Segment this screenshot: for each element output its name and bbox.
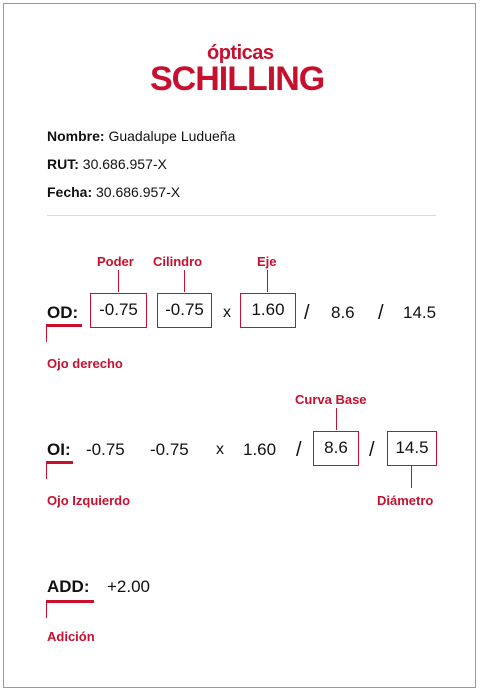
divider xyxy=(47,215,436,216)
diametro-connector xyxy=(411,466,412,488)
logo-top-text: ópticas xyxy=(207,42,274,64)
date-label: Fecha: xyxy=(47,184,93,200)
rut-label: RUT: xyxy=(47,156,79,172)
annotation-diametro: Diámetro xyxy=(377,493,434,508)
patient-date-row xyxy=(47,184,180,200)
annotation-eje: Eje xyxy=(257,254,277,269)
patient-rut-row xyxy=(47,156,167,172)
annotation-curva-base: Curva Base xyxy=(295,392,367,407)
od-label: OD: xyxy=(47,303,79,322)
od-separator-1: / xyxy=(304,302,310,324)
annotation-ojo-izquierdo: Ojo Izquierdo xyxy=(47,493,131,508)
patient-date: 30.686.957-X xyxy=(96,184,181,200)
name-label: Nombre: xyxy=(47,128,105,144)
od-connector xyxy=(46,324,47,342)
add-value: +2.00 xyxy=(107,577,151,596)
add-connector xyxy=(46,600,47,618)
od-x: x xyxy=(223,304,231,321)
oi-underline xyxy=(46,461,73,464)
oi-diametro-box: 14.5 xyxy=(387,431,437,466)
annotation-adicion: Adición xyxy=(47,629,95,644)
annotation-poder: Poder xyxy=(97,254,134,269)
add-label: ADD: xyxy=(47,577,90,596)
oi-poder: -0.75 xyxy=(86,440,125,459)
eje-connector xyxy=(267,270,268,292)
oi-label: OI: xyxy=(47,440,71,459)
oi-separator-1: / xyxy=(296,439,302,461)
curva-base-connector xyxy=(336,408,337,430)
patient-name: Guadalupe Ludueña xyxy=(108,128,236,144)
od-diametro: 14.5 xyxy=(403,303,437,322)
od-eje-box: 1.60 xyxy=(240,293,296,328)
oi-curva-box: 8.6 xyxy=(313,431,359,466)
oi-connector xyxy=(46,461,47,479)
od-poder-box: -0.75 xyxy=(90,293,147,328)
od-underline xyxy=(46,324,82,327)
annotation-cilindro: Cilindro xyxy=(153,254,203,269)
patient-name-row xyxy=(47,128,235,144)
add-underline xyxy=(46,600,94,603)
oi-eje: 1.60 xyxy=(243,440,277,459)
oi-x: x xyxy=(216,441,224,458)
oi-cilindro: -0.75 xyxy=(150,440,189,459)
od-separator-2: / xyxy=(378,302,384,324)
poder-connector xyxy=(118,270,119,292)
logo-main-text: SCHILLING xyxy=(150,60,325,98)
patient-rut: 30.686.957-X xyxy=(82,156,167,172)
cilindro-connector xyxy=(184,270,185,292)
od-curva: 8.6 xyxy=(331,303,355,322)
oi-separator-2: / xyxy=(369,439,375,461)
od-cilindro-box: -0.75 xyxy=(157,293,212,328)
annotation-ojo-derecho: Ojo derecho xyxy=(47,356,123,371)
